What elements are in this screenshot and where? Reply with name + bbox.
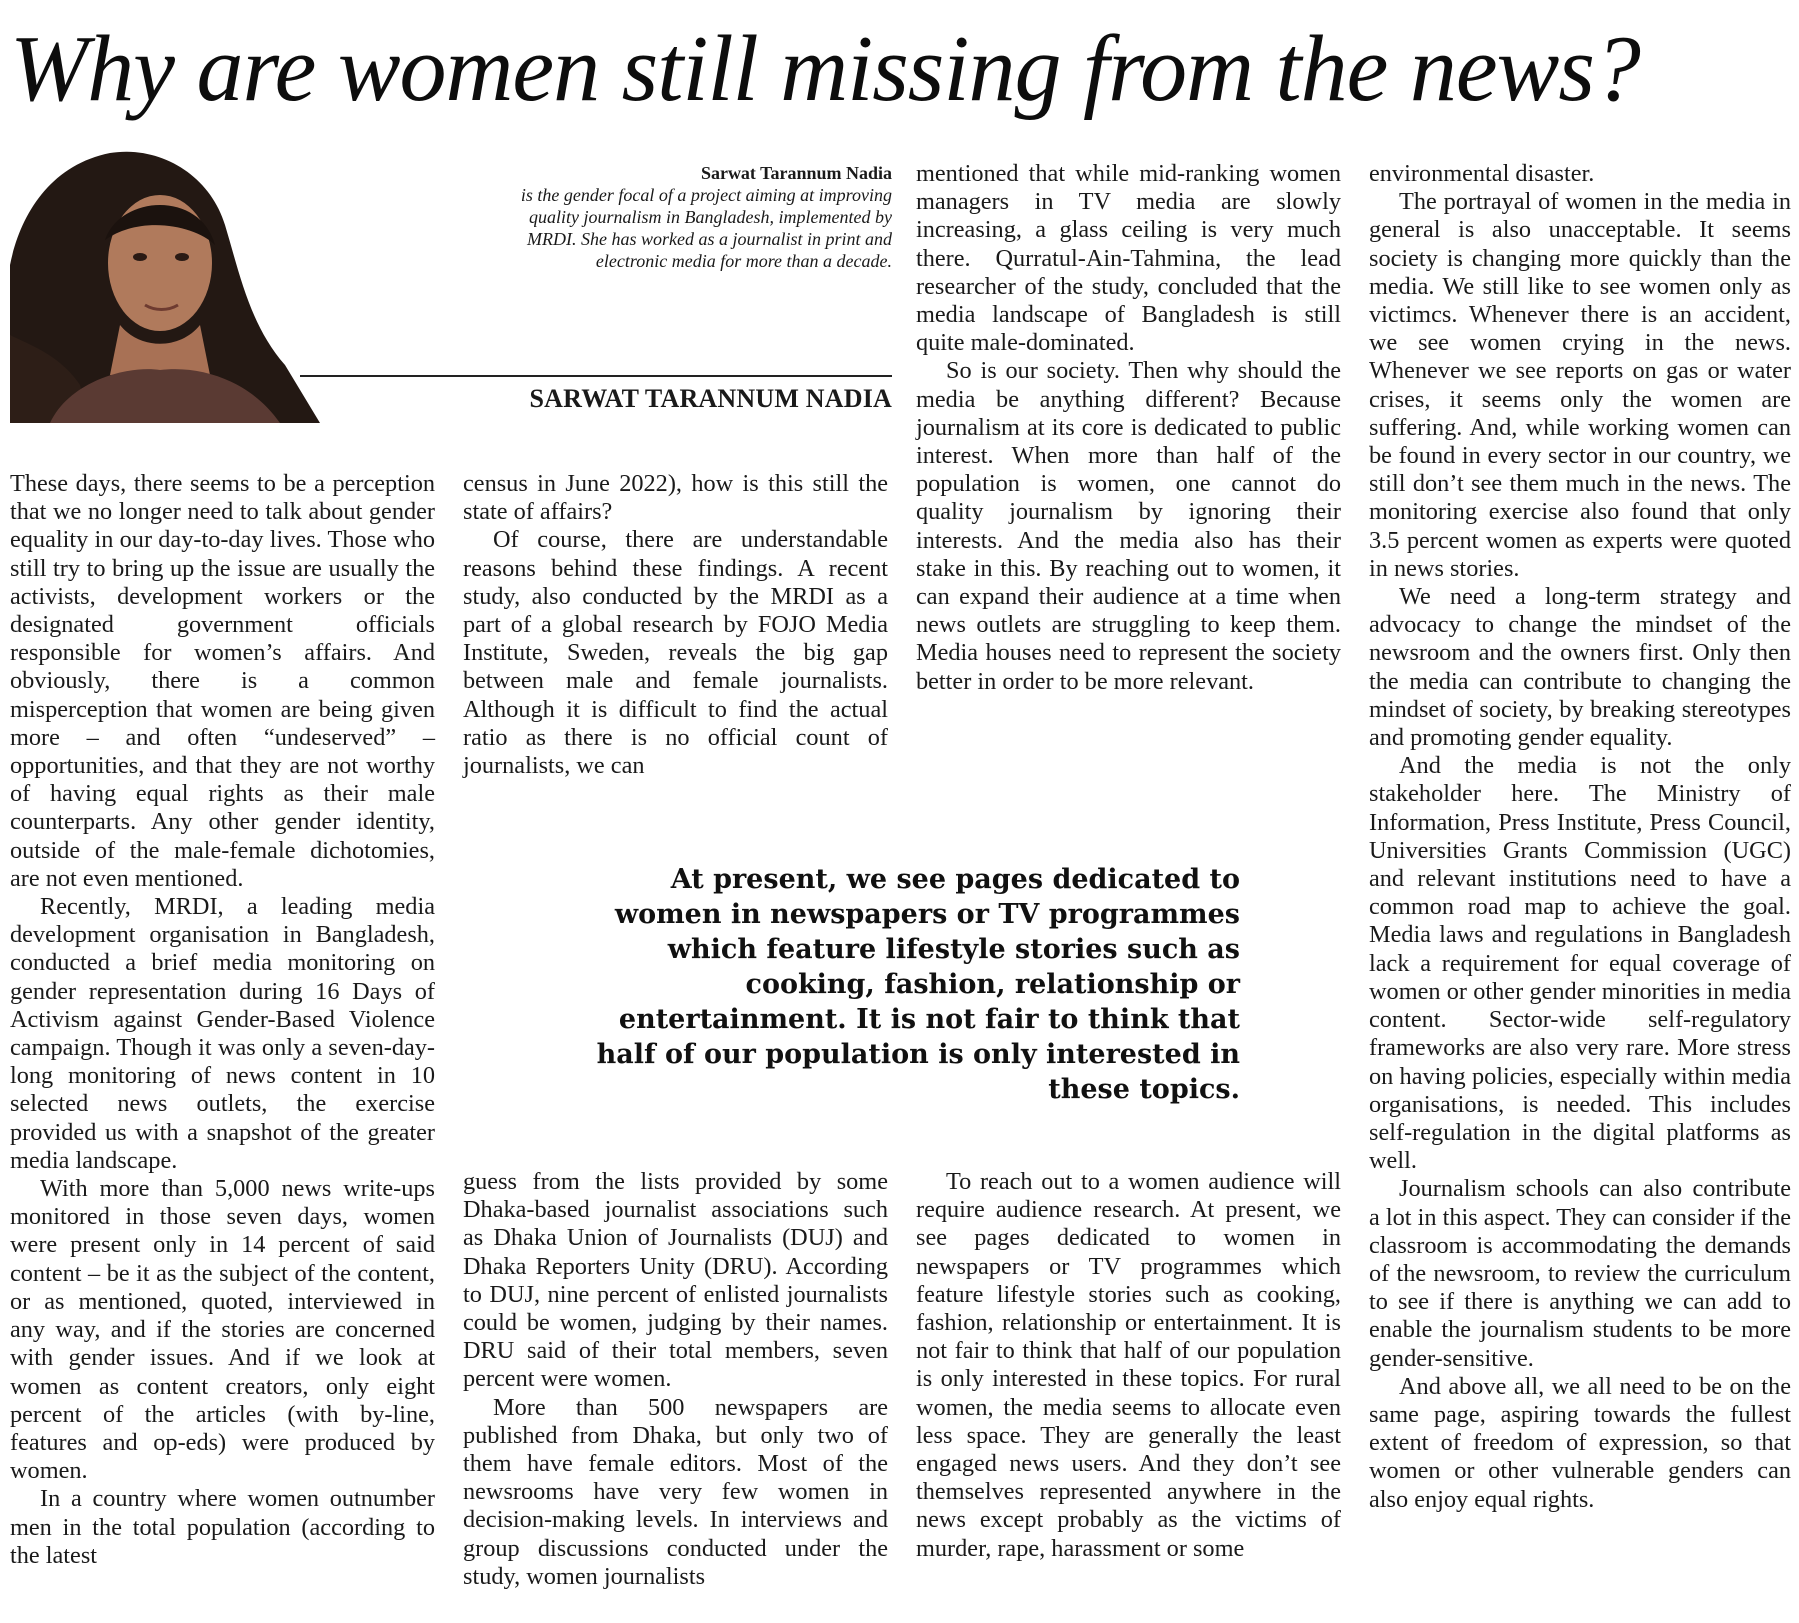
paragraph: mentioned that while mid-ranking women managers in TV media are slowly increasing, a glass ceiling is very much there. Qurratul-Ain-Tahmina, the lead researcher of the study, concluded that the media landscape of Bangladesh is still quite male-dominated. (916, 160, 1341, 357)
byline-rule (300, 375, 892, 377)
paragraph: With more than 5,000 news write-ups monitored in those seven days, women were present only in 14 percent of said content – be it as the subject of the content, or as mentioned, quoted, interviewed in any way, and if the stories are concerned with gender issues. And if we look at women as content creators, only eight percent of the articles (with by-line, features and op-eds) were produced by women. (10, 1175, 435, 1485)
byline: SARWAT TARANNUM NADIA (529, 384, 892, 413)
paragraph: So is our society. Then why should the media be anything different? Because journalism at its core is dedicated to public interest. When more than half of the population is women, one cannot do quality journalism by ignoring their interests. And the media also has their stake in this. By reaching out to women, it can expand their audience at a time when news outlets are struggling to keep them. Media houses need to represent the society better in order to be more relevant. (916, 357, 1341, 695)
paragraph: Of course, there are understandable reasons behind these findings. A recent study, also conducted by the MRDI as a part of a global research by FOJO Media Institute, Sweden, reveals the big gap between male and female journalists. Although it is difficult to find the actual ratio as there is no official count of journalists, we can (463, 526, 888, 780)
paragraph: The portrayal of women in the media in general is also unacceptable. It seems society is changing more quickly than the media. We still like to see women only as victimcs. Whenever there is an accident, we see women crying in the news. Whenever we see reports on gas or water crises, it seems only the women are suffering. And, while working women can be found in every sector in our country, we still don’t see them much in the news. The monitoring exercise also found that only 3.5 percent women as experts were quoted in news stories. (1369, 188, 1791, 582)
paragraph: environmental disaster. (1369, 160, 1595, 187)
paragraph: And above all, we all need to be on the same page, aspiring towards the fullest extent of freedom of expression, so that women or other vulnerable genders can also enjoy equal rights. (1369, 1372, 1791, 1513)
author-bio-text: is the gender focal of a project aiming at improving quality journalism in Bangladesh, implemented by MRDI. She has worked as a journalist in print and electronic media for more than a decade. (520, 185, 892, 271)
paragraph: Journalism schools can also contribute a lot in this aspect. They can consider if the classroom is accommodating the demands of the newsroom, to review the curriculum to see if there is anything we can add to enable the journalism students to be more gender-sensitive. (1369, 1175, 1791, 1372)
paragraph: Recently, MRDI, a leading media development organisation in Bangladesh, conducted a brief media monitoring on gender representation during 16 Days of Activism against Gender-Based Violence campaign. Though it was only a seven-day-long monitoring of news content in 10 selected news outlets, the exercise provided us with a snapshot of the greater media landscape. (10, 893, 435, 1174)
paragraph: To reach out to a women audience will require audience research. At present, we see pages dedicated to women in newspapers or TV programmes which feature lifestyle stories such as cooking, fashion, relationship or entertainment. It is not fair to think that half of our population is only interested in these topics. For rural women, the media seems to allocate even less space. They are generally the least engaged news users. And they don’t see themselves represented anywhere in the news except probably as the victims of murder, rape, harassment or some (916, 1168, 1341, 1562)
author-portrait-image (10, 145, 320, 423)
paragraph: We need a long-term strategy and advocacy to change the mindset of the newsroom and the owners first. Only then the media can contribute to changing the mindset of society, by breaking stereotypes and promoting gender equality. (1369, 583, 1791, 752)
paragraph: These days, there seems to be a perception that we no longer need to talk about gender equality in our day-to-day lives. Those who still try to bring up the issue are usually the activists, development workers or the designated government officials responsible for women’s affairs. And obviously, there is a common misperception that women are being given more – and often “undeserved” – opportunities, and that they are not worthy of having equal rights as their male counterparts. Any other gender identity, outside of the male-female dichotomies, are not even mentioned. (10, 470, 435, 892)
article-column-1 (10, 470, 435, 1570)
article-column-3-bottom (916, 1168, 1341, 1563)
headline: Why are women still missing from the news? (10, 17, 1640, 121)
pull-quote: At present, we see pages dedicated to women in newspapers or TV programmes which feature lifestyle stories such as cooking, fashion, relationship or entertainment. It is not fair to think that half of our population is only interested in these topics. (596, 864, 1240, 1105)
paragraph: census in June 2022), how is this still the state of affairs? (463, 470, 888, 526)
author-photo (10, 145, 320, 423)
author-bio-name: Sarwat Tarannum Nadia (700, 163, 892, 183)
paragraph: And the media is not the only stakeholder here. The Ministry of Information, Press Institute, Press Council, Universities Grants Commission (UGC) and relevant institutions need to have a common road map to achieve the goal. Media laws and regulations in Bangladesh lack a requirement for equal coverage of women or other gender minorities in media content. Sector-wide self-regulatory frameworks are also very rare. More stress on having policies, especially within media organisations, is needed. This includes self-regulation in the digital platforms as well. (1369, 752, 1791, 1175)
article-column-4 (1369, 160, 1791, 1514)
paragraph: guess from the lists provided by some Dhaka-based journalist associations such as Dhaka Union of Journalists (DUJ) and Dhaka Reporters Unity (DRU). According to DUJ, nine percent of enlisted journalists could be women, judging by their names. DRU said of their total members, seven percent were women. (463, 1168, 888, 1393)
paragraph: More than 500 newspapers are published from Dhaka, but only two of them have female editors. Most of the newsrooms have very few women in decision-making levels. In interviews and group discussions conducted under the study, women journalists (463, 1393, 888, 1590)
article-column-2-top (463, 470, 888, 780)
author-bio (500, 162, 892, 272)
article-column-3-top (916, 160, 1341, 696)
paragraph: In a country where women outnumber men in the total population (according to the latest (10, 1485, 435, 1569)
article-column-2-bottom (463, 1168, 888, 1591)
